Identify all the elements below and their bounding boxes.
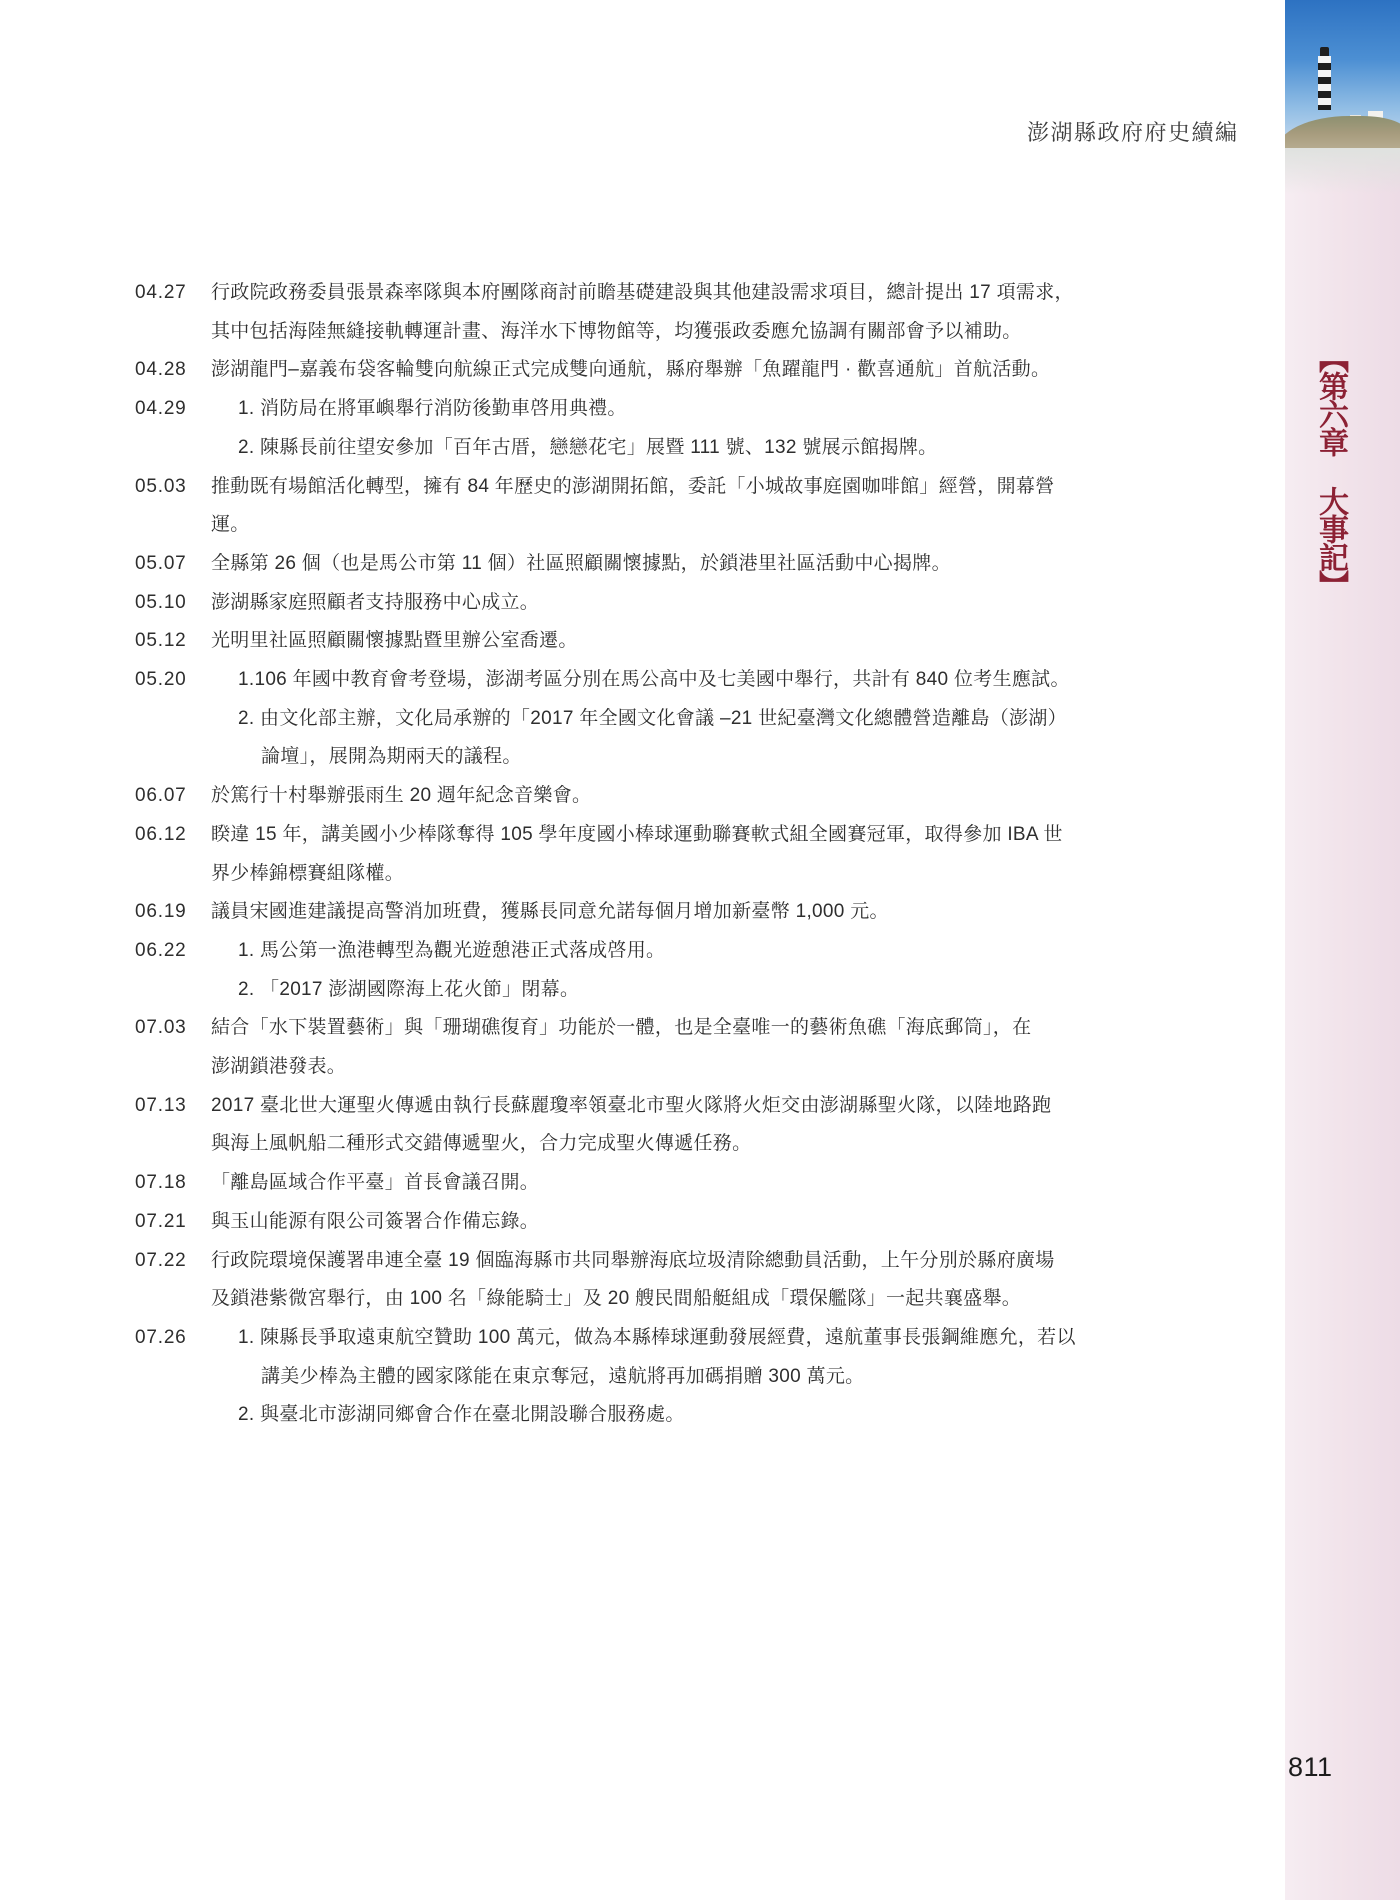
entry-date: 07.13 [135,1094,187,1116]
entry-line: 澎湖鎖港發表。 [211,1056,347,1078]
entry-line: 運。 [211,514,250,536]
entry-line: 2. 陳縣長前往望安參加「百年古厝，戀戀花宅」展暨 111 號、132 號展示館揭牌。 [238,436,938,458]
entry-line: 於篤行十村舉辦張雨生 20 週年紀念音樂會。 [211,785,592,807]
chronicle-entry [135,468,1135,545]
entry-date: 06.19 [135,901,187,923]
entry-line: 1.106 年國中教育會考登場，澎湖考區分別在馬公高中及七美國中舉行，共計有 840 位考生應試。 [238,669,1070,691]
lighthouse-icon [1318,56,1331,110]
entry-line: 講美少棒為主體的國家隊能在東京奪冠，遠航將再加碼捐贈 300 萬元。 [261,1365,865,1387]
entry-line: 1. 消防局在將軍嶼舉行消防後勤車啓用典禮。 [238,398,627,420]
hill-shape [1285,116,1400,148]
entry-date: 05.20 [135,669,187,691]
entry-date: 06.22 [135,939,187,961]
entry-line: 2017 臺北世大運聖火傳遞由執行長蘇麗瓊率領臺北市聖火隊將火炬交由澎湖縣聖火隊，以陸地路跑 [211,1094,1052,1116]
running-head: 澎湖縣政府府史續編 [1027,120,1239,145]
entry-line: 1. 馬公第一漁港轉型為觀光遊憩港正式落成啓用。 [238,939,666,961]
entry-line: 2. 與臺北市澎湖同鄉會合作在臺北開設聯合服務處。 [238,1404,685,1426]
entry-line: 結合「水下裝置藝術」與「珊瑚礁復育」功能於一體，也是全臺唯一的藝術魚礁「海底郵筒」，在 [211,1017,1032,1039]
chronicle-entry [135,1319,1135,1435]
chronicle-entry [135,622,1135,661]
entry-line: 1. 陳縣長爭取遠東航空贊助 100 萬元，做為本縣棒球運動發展經費，遠航董事長張鋼維應允，若以 [238,1326,1076,1348]
chronicle-entry [135,1164,1135,1203]
entry-date: 05.12 [135,630,187,652]
entry-date: 05.03 [135,475,187,497]
entry-line: 睽違 15 年，講美國小少棒隊奪得 105 學年度國小棒球運動聯賽軟式組全國賽冠軍，取得參加 IBA 世 [211,823,1063,845]
chronicle-entry [135,545,1135,584]
chronicle-list [135,274,1135,1435]
entry-date: 05.10 [135,591,187,613]
entry-line: 行政院環境保護署串連全臺 19 個臨海縣市共同舉辦海底垃圾清除總動員活動，上午分別於縣府廣場 [211,1249,1055,1271]
entry-line: 光明里社區照顧關懷據點暨里辦公室喬遷。 [211,630,578,652]
chronicle-entry [135,1242,1135,1319]
entry-line: 2. 「2017 澎湖國際海上花火節」閉幕。 [238,978,580,1000]
entry-line: 行政院政務委員張景森率隊與本府團隊商討前瞻基礎建設與其他建設需求項目，總計提出 17 項需求， [211,282,1074,303]
entry-line: 推動既有場館活化轉型，擁有 84 年歷史的澎湖開拓館，委託「小城故事庭園咖啡館」經營，開幕營 [211,475,1055,497]
entry-date: 07.22 [135,1249,187,1271]
entry-line: 澎湖縣家庭照顧者支持服務中心成立。 [211,591,540,613]
chronicle-entry [135,584,1135,623]
entry-line: 與海上風帆船二種形式交錯傳遞聖火，合力完成聖火傳遞任務。 [211,1133,752,1155]
entry-line: 其中包括海陸無縫接軌轉運計畫、海洋水下博物館等，均獲張政委應允協調有關部會予以補助。 [211,320,1022,342]
chronicle-entry [135,932,1135,1009]
entry-line: 全縣第 26 個（也是馬公市第 11 個）社區照顧關懷據點，於鎖港里社區活動中心揭牌。 [211,552,951,574]
entry-line: 及鎖港紫微宮舉行，由 100 名「綠能騎士」及 20 艘民間船艇組成「環保艦隊」一起共襄盛舉。 [211,1288,1022,1310]
entry-date: 06.07 [135,785,187,807]
chronicle-entry [135,661,1135,777]
photo-fade [1285,148,1400,194]
entry-line: 2. 由文化部主辦，文化局承辦的「2017 年全國文化會議 –21 世紀臺灣文化總體營造離島（澎湖） [238,707,1067,729]
chronicle-entry [135,816,1135,893]
lighthouse-photo [1285,0,1400,148]
entry-line: 議員宋國進建議提高警消加班費，獲縣長同意允諾每個月增加新臺幣 1,000 元。 [211,901,889,923]
entry-date: 07.18 [135,1172,187,1194]
entry-date: 07.03 [135,1017,187,1039]
entry-date: 07.21 [135,1210,187,1232]
chronicle-entry [135,274,1135,351]
entry-line: 「離島區域合作平臺」首長會議召開。 [211,1172,540,1194]
entry-date: 06.12 [135,823,187,845]
chronicle-entry [135,351,1135,390]
entry-date: 04.29 [135,398,187,420]
entry-date: 04.27 [135,282,187,303]
chapter-title: 【第六章 大事記】 [1314,343,1347,598]
chronicle-entry [135,390,1135,467]
entry-date: 04.28 [135,359,187,381]
entry-date: 07.26 [135,1326,187,1348]
entry-line: 論壇」，展開為期兩天的議程。 [261,746,522,768]
chronicle-entry [135,1203,1135,1242]
chronicle-entry [135,1087,1135,1164]
chronicle-entry [135,893,1135,932]
chronicle-entry [135,777,1135,816]
entry-line: 界少棒錦標賽組隊權。 [211,862,405,884]
side-band [1285,0,1400,1900]
entry-line: 澎湖龍門–嘉義布袋客輪雙向航線正式完成雙向通航，縣府舉辦「魚躍龍門 · 歡喜通航」首航活動。 [211,359,1051,381]
entry-line: 與玉山能源有限公司簽署合作備忘錄。 [211,1210,540,1232]
entry-date: 05.07 [135,552,187,574]
chronicle-entry [135,1009,1135,1086]
page-number: 811 [1288,1752,1333,1782]
